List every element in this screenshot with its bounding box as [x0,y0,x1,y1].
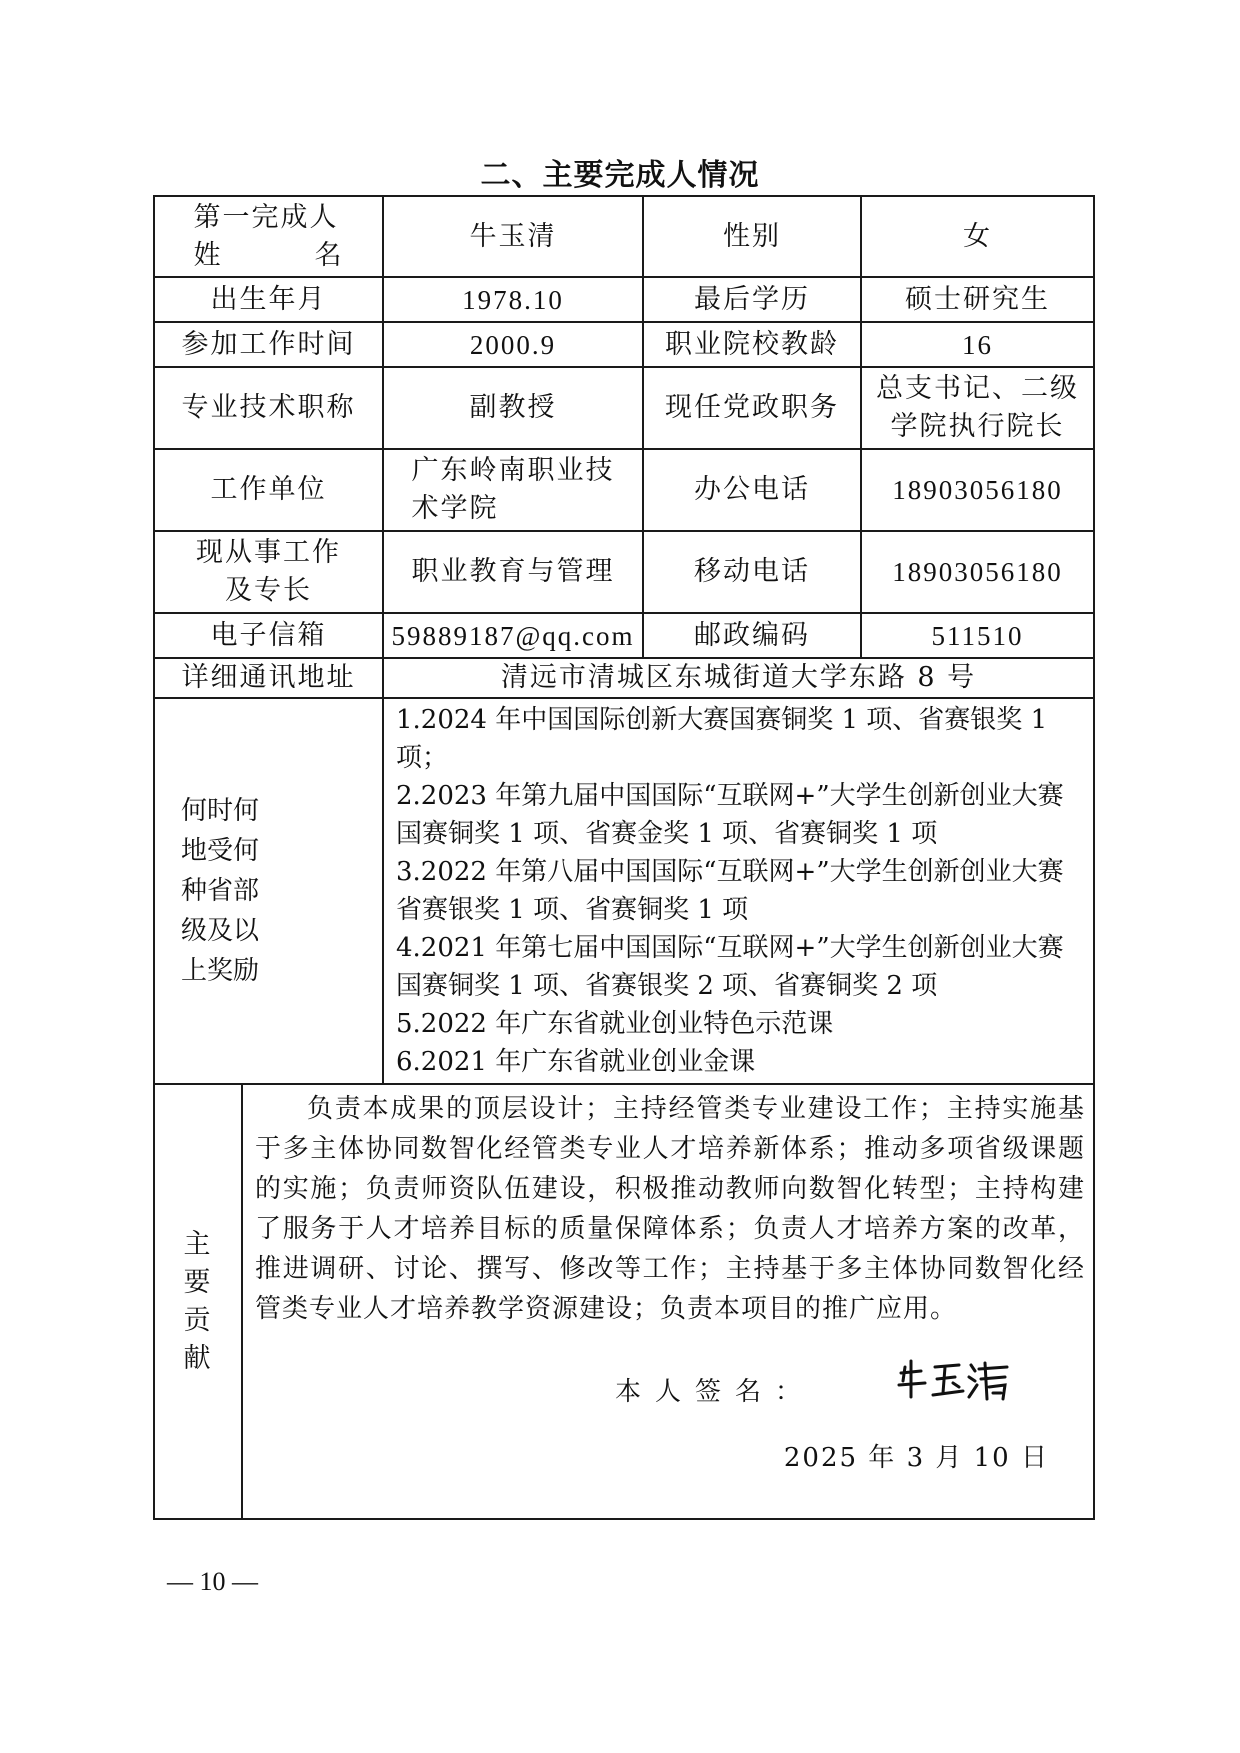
employer-value [383,449,643,531]
mobile-value: 18903056180 [861,531,1094,613]
position-value [861,367,1094,449]
handwritten-signature [897,1353,1017,1403]
position-label: 现任党政职务 [643,367,861,449]
position-value-line2: 学院执行院长 [890,411,1065,442]
contribution-label-char: 献 [183,1342,213,1374]
teaching-years-value: 16 [861,322,1094,367]
contribution-cell [242,1084,1094,1519]
signature-date: 2025 年 3 月 10 日 [783,1443,1049,1473]
postcode-label: 邮政编码 [643,613,861,658]
award-item: 1.2024 年中国国际创新大赛国赛铜奖 1 项、省赛银奖 1 项； [396,705,1048,773]
awards-label-line: 地受何 [180,836,259,866]
title-label: 专业技术职称 [154,367,383,449]
completer-info-table [153,195,1095,1520]
awards-label-line: 种省部 [180,876,259,906]
title-value: 副教授 [383,367,643,449]
address-value: 清远市清城区东城街道大学东路 8 号 [383,658,1094,698]
award-item: 4.2021 年第七届中国国际“互联网+”大学生创新创业大赛国赛铜奖 1 项、省赛银奖 2 项、省赛铜奖 2 项 [396,933,1064,1001]
office-phone-value: 18903056180 [861,449,1094,531]
email-label: 电子信箱 [154,613,383,658]
name-label-surname: 姓 [193,239,223,271]
name-label-cell [154,196,383,277]
education-label: 最后学历 [643,277,861,322]
address-label: 详细通讯地址 [154,658,383,698]
education-value: 硕士研究生 [861,277,1094,322]
awards-list [383,698,1094,1084]
office-phone-label: 办公电话 [643,449,861,531]
position-value-line1: 总支书记、二级 [876,373,1079,404]
work-start-label: 参加工作时间 [154,322,383,367]
current-work-label-line2: 及专长 [225,575,312,606]
award-item: 6.2021 年广东省就业创业金课 [396,1047,756,1077]
current-work-value: 职业教育与管理 [383,531,643,613]
page-number: — 10 — [167,1567,258,1596]
contribution-label-char: 要 [183,1266,213,1298]
employer-label: 工作单位 [154,449,383,531]
name-value: 牛玉清 [383,196,643,277]
award-item: 5.2022 年广东省就业创业特色示范课 [396,1009,834,1039]
mobile-label: 移动电话 [643,531,861,613]
name-label-given: 名 [314,239,344,271]
name-label-line1: 第一完成人 [193,201,339,233]
teaching-years-label: 职业院校教龄 [643,322,861,367]
employer-value-line2: 术学院 [411,493,499,524]
contribution-text: 负责本成果的顶层设计；主持经管类专业建设工作；主持实施基于多主体协同数智化经管类专业人才培养新体系；推动多项省级课题的实施；负责师资队伍建设，积极推动教师向数智化转型；主持构建了服务于人才培养目标的质量保障体系；负责人才培养方案的改革，推进调研、讨论、撰写、修改等工作；主持基于多主体协同数智化经管类专业人才培养教学资源建设；负责本项目的推广应用。 [255,1094,1085,1324]
work-start-value: 2000.9 [383,322,643,367]
postcode-value: 511510 [861,613,1094,658]
awards-label-line: 级及以 [180,916,259,946]
awards-label-line: 上奖励 [180,956,259,986]
award-item: 2.2023 年第九届中国国际“互联网+”大学生创新创业大赛国赛铜奖 1 项、省赛金奖 1 项、省赛铜奖 1 项 [396,781,1064,849]
gender-label: 性别 [643,196,861,277]
award-item: 3.2022 年第八届中国国际“互联网+”大学生创新创业大赛省赛银奖 1 项、省赛铜奖 1 项 [396,857,1064,925]
employer-value-line1: 广东岭南职业技 [411,455,615,486]
page-title: 二、主要完成人情况 [480,158,760,193]
contribution-label-char: 贡 [183,1304,213,1336]
email-value: 59889187@qq.com [383,613,643,658]
current-work-label-line1: 现从事工作 [196,537,341,568]
awards-label-line: 何时何 [180,796,259,826]
awards-label-cell [154,698,383,1084]
contribution-label [154,1084,242,1519]
contribution-label-char: 主 [183,1228,213,1260]
birth-value: 1978.10 [383,277,643,322]
gender-value: 女 [861,196,1094,277]
current-work-label [154,531,383,613]
birth-label: 出生年月 [154,277,383,322]
signature-label: 本人签名： [615,1377,816,1407]
